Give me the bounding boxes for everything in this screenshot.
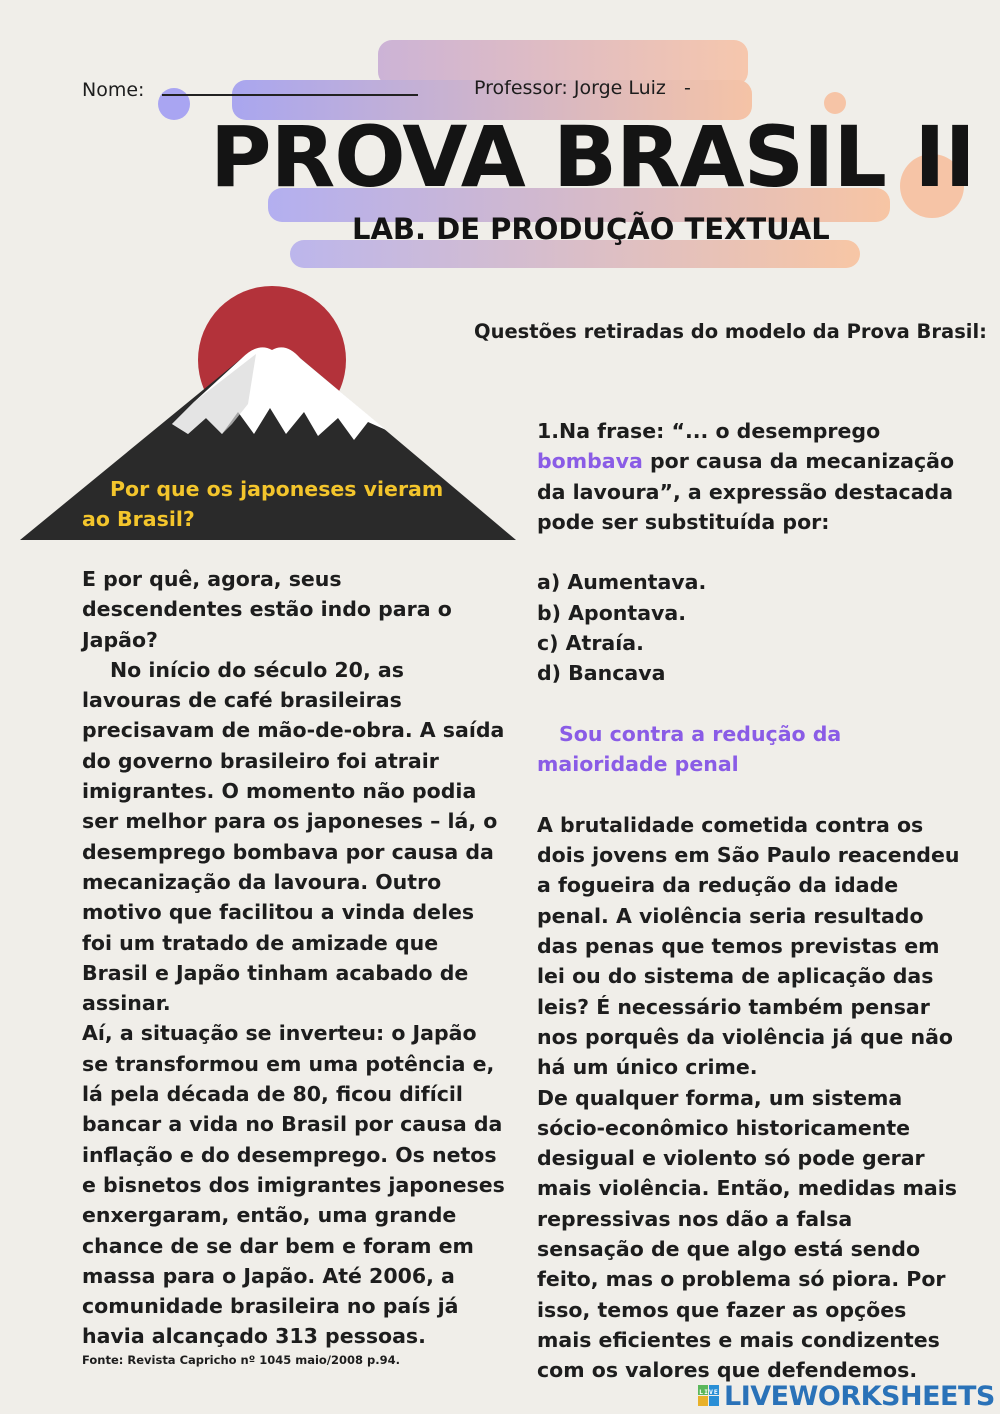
article-title: Sou contra a redução da maioridade penal: [537, 721, 842, 777]
option-b[interactable]: b) Apontava.: [537, 600, 687, 625]
left-column: [82, 564, 506, 1368]
page-subtitle: LAB. DE PRODUÇÃO TEXTUAL: [352, 212, 830, 246]
teacher-label: Professor: Jorge Luiz -: [474, 77, 691, 99]
question-heading: Por que os japoneses vieram ao Brasil?: [82, 477, 444, 532]
paragraph-1: No início do século 20, as lavouras de café brasileiras precisavam de mão-de-obra. A saída do governo brasileiro foi atrair imigrantes. O momento não podia ser melhor para os japoneses – lá, o desemprego bombava por causa da mecanização da lavoura. Outro motivo que facilitou a vinda deles foi um tratado de amizade que Brasil e Japão tinham acabado de assinar.: [82, 657, 505, 1016]
article-paragraph-2: De qualquer forma, um sistema sócio-econômico historicamente desigual e violento só pode gerar mais violência. Então, medidas mais repressivas nos dão a falsa sensação de que algo está sendo feito, mas o problema só piora. Por isso, temos que fazer as opções mais eficientes e mais condizentes com os valores que defendemos.: [537, 1085, 957, 1383]
deco-dot: [158, 88, 190, 120]
page-title: PROVA BRASIL II: [210, 108, 975, 206]
highlighted-word: bombava: [537, 449, 643, 474]
brand-name: LIVEWORKSHEETS: [724, 1380, 995, 1412]
sub-heading: E por quê, agora, seus descendentes estão indo para o Japão?: [82, 567, 452, 652]
source-citation: Fonte: Revista Capricho nº 1045 maio/2008 p.94.: [82, 1352, 400, 1367]
name-input-line[interactable]: [162, 94, 418, 96]
questions-intro: Questões retiradas do modelo da Prova Brasil:: [474, 320, 987, 343]
article-paragraph-1: A brutalidade cometida contra os dois jovens em São Paulo reacendeu a fogueira da redução da idade penal. A violência seria resultado das penas que temos previstas em lei ou do sistema de aplicação das leis? É necessário também pensar nos porquês da violência já que não há um único crime.: [537, 812, 960, 1080]
option-d[interactable]: d) Bancava: [537, 661, 666, 686]
option-a[interactable]: a) Aumentava.: [537, 570, 707, 595]
name-label: Nome:: [82, 79, 145, 101]
liveworksheets-logo: [698, 1378, 995, 1414]
question-1: 1.Na frase: “... o desemprego bombava por causa da mecanização da lavoura”, a expressão destacada pode ser substituída por:: [537, 419, 955, 534]
right-column: [537, 416, 961, 1386]
option-c[interactable]: c) Atraía.: [537, 631, 644, 656]
paragraph-2: Aí, a situação se inverteu: o Japão se transformou em uma potência e, lá pela década de 80, ficou difícil bancar a vida no Brasil por causa da inflação e do desemprego. Os netos e bisnetos dos imigrantes japoneses enxergaram, então, uma grande chance de se dar bem e foram em massa para o Japão. Até 2006, a comunidade brasileira no país já havia alcançado 313 pessoas.: [82, 1021, 505, 1349]
logo-icon: LIVE: [698, 1385, 720, 1407]
